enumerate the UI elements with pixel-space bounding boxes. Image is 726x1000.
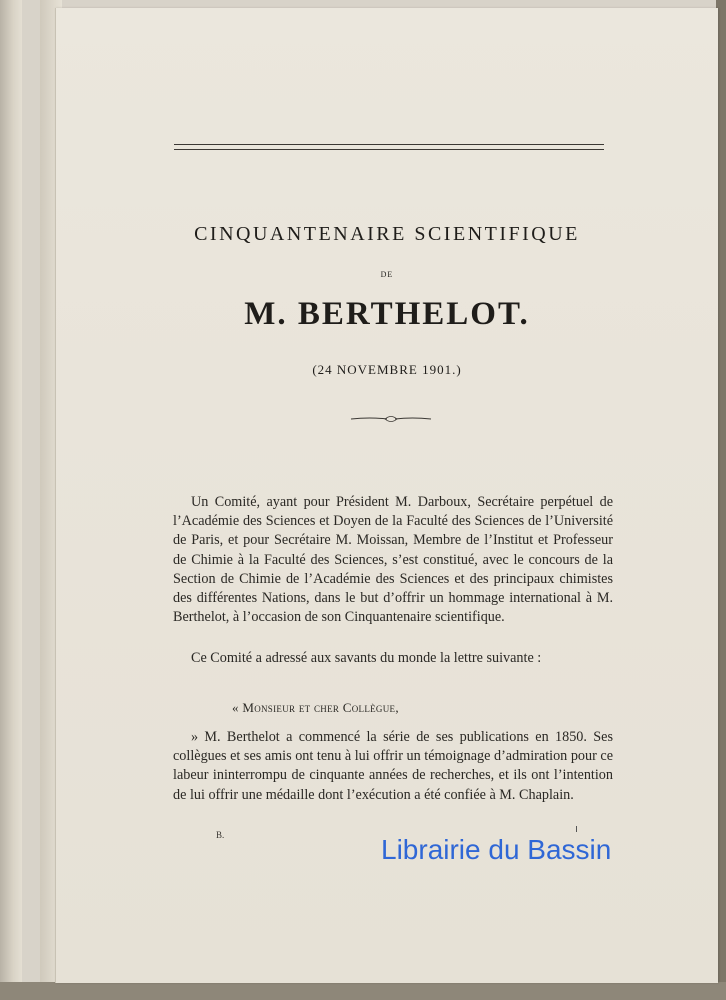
letter-salutation: « Monsieur et cher Collègue,: [232, 700, 399, 715]
watermark-text: Librairie du Bassin: [381, 834, 612, 865]
title-de: DE: [380, 270, 394, 279]
paragraph-3: » M. Berthelot a commencé la série de ses publications en 1850. Ses collègues et ses amis ont tenu à lui offrir un témoignage d’admiration pour ce labeur ininterrompu de cinquante années de recherches, et ils ont l’intention de lui offrir une médaille dont l’exécution a été confiée à M. Chaplain.: [173, 729, 613, 803]
title-date: (24 NOVEMBRE 1901.): [312, 362, 462, 377]
margin-tick: [576, 826, 577, 832]
title-line-1: CINQUANTENAIRE SCIENTIFIQUE: [194, 223, 580, 245]
ornament-divider: [349, 414, 433, 424]
paragraph-2: Ce Comité a adressé aux savants du monde la lettre suivante :: [191, 650, 542, 666]
book-bottom-edge: [0, 982, 726, 1000]
signature-mark: B.: [216, 830, 225, 840]
top-double-rule: [174, 144, 604, 150]
title-line-2: M. BERTHELOT.: [244, 296, 530, 332]
paragraph-1: Un Comité, ayant pour Président M. Darboux, Secrétaire perpétuel de l’Académie des Sciences et Doyen de la Faculté des Sciences de l’Université de Paris, et pour Secrétaire M. Moissan, Membre de l’Institut et Professeur de Chimie à la Faculté des Sciences, s’est constitué, avec le concours de la Section de Chimie de l’Académie des Sciences et des principaux chimistes des différentes Nations, dans le but d’offrir un hommage international à M. Berthelot, à l’occasion de son Cinquantenaire scientifique.: [173, 494, 613, 626]
book-left-edge: [0, 0, 22, 1000]
